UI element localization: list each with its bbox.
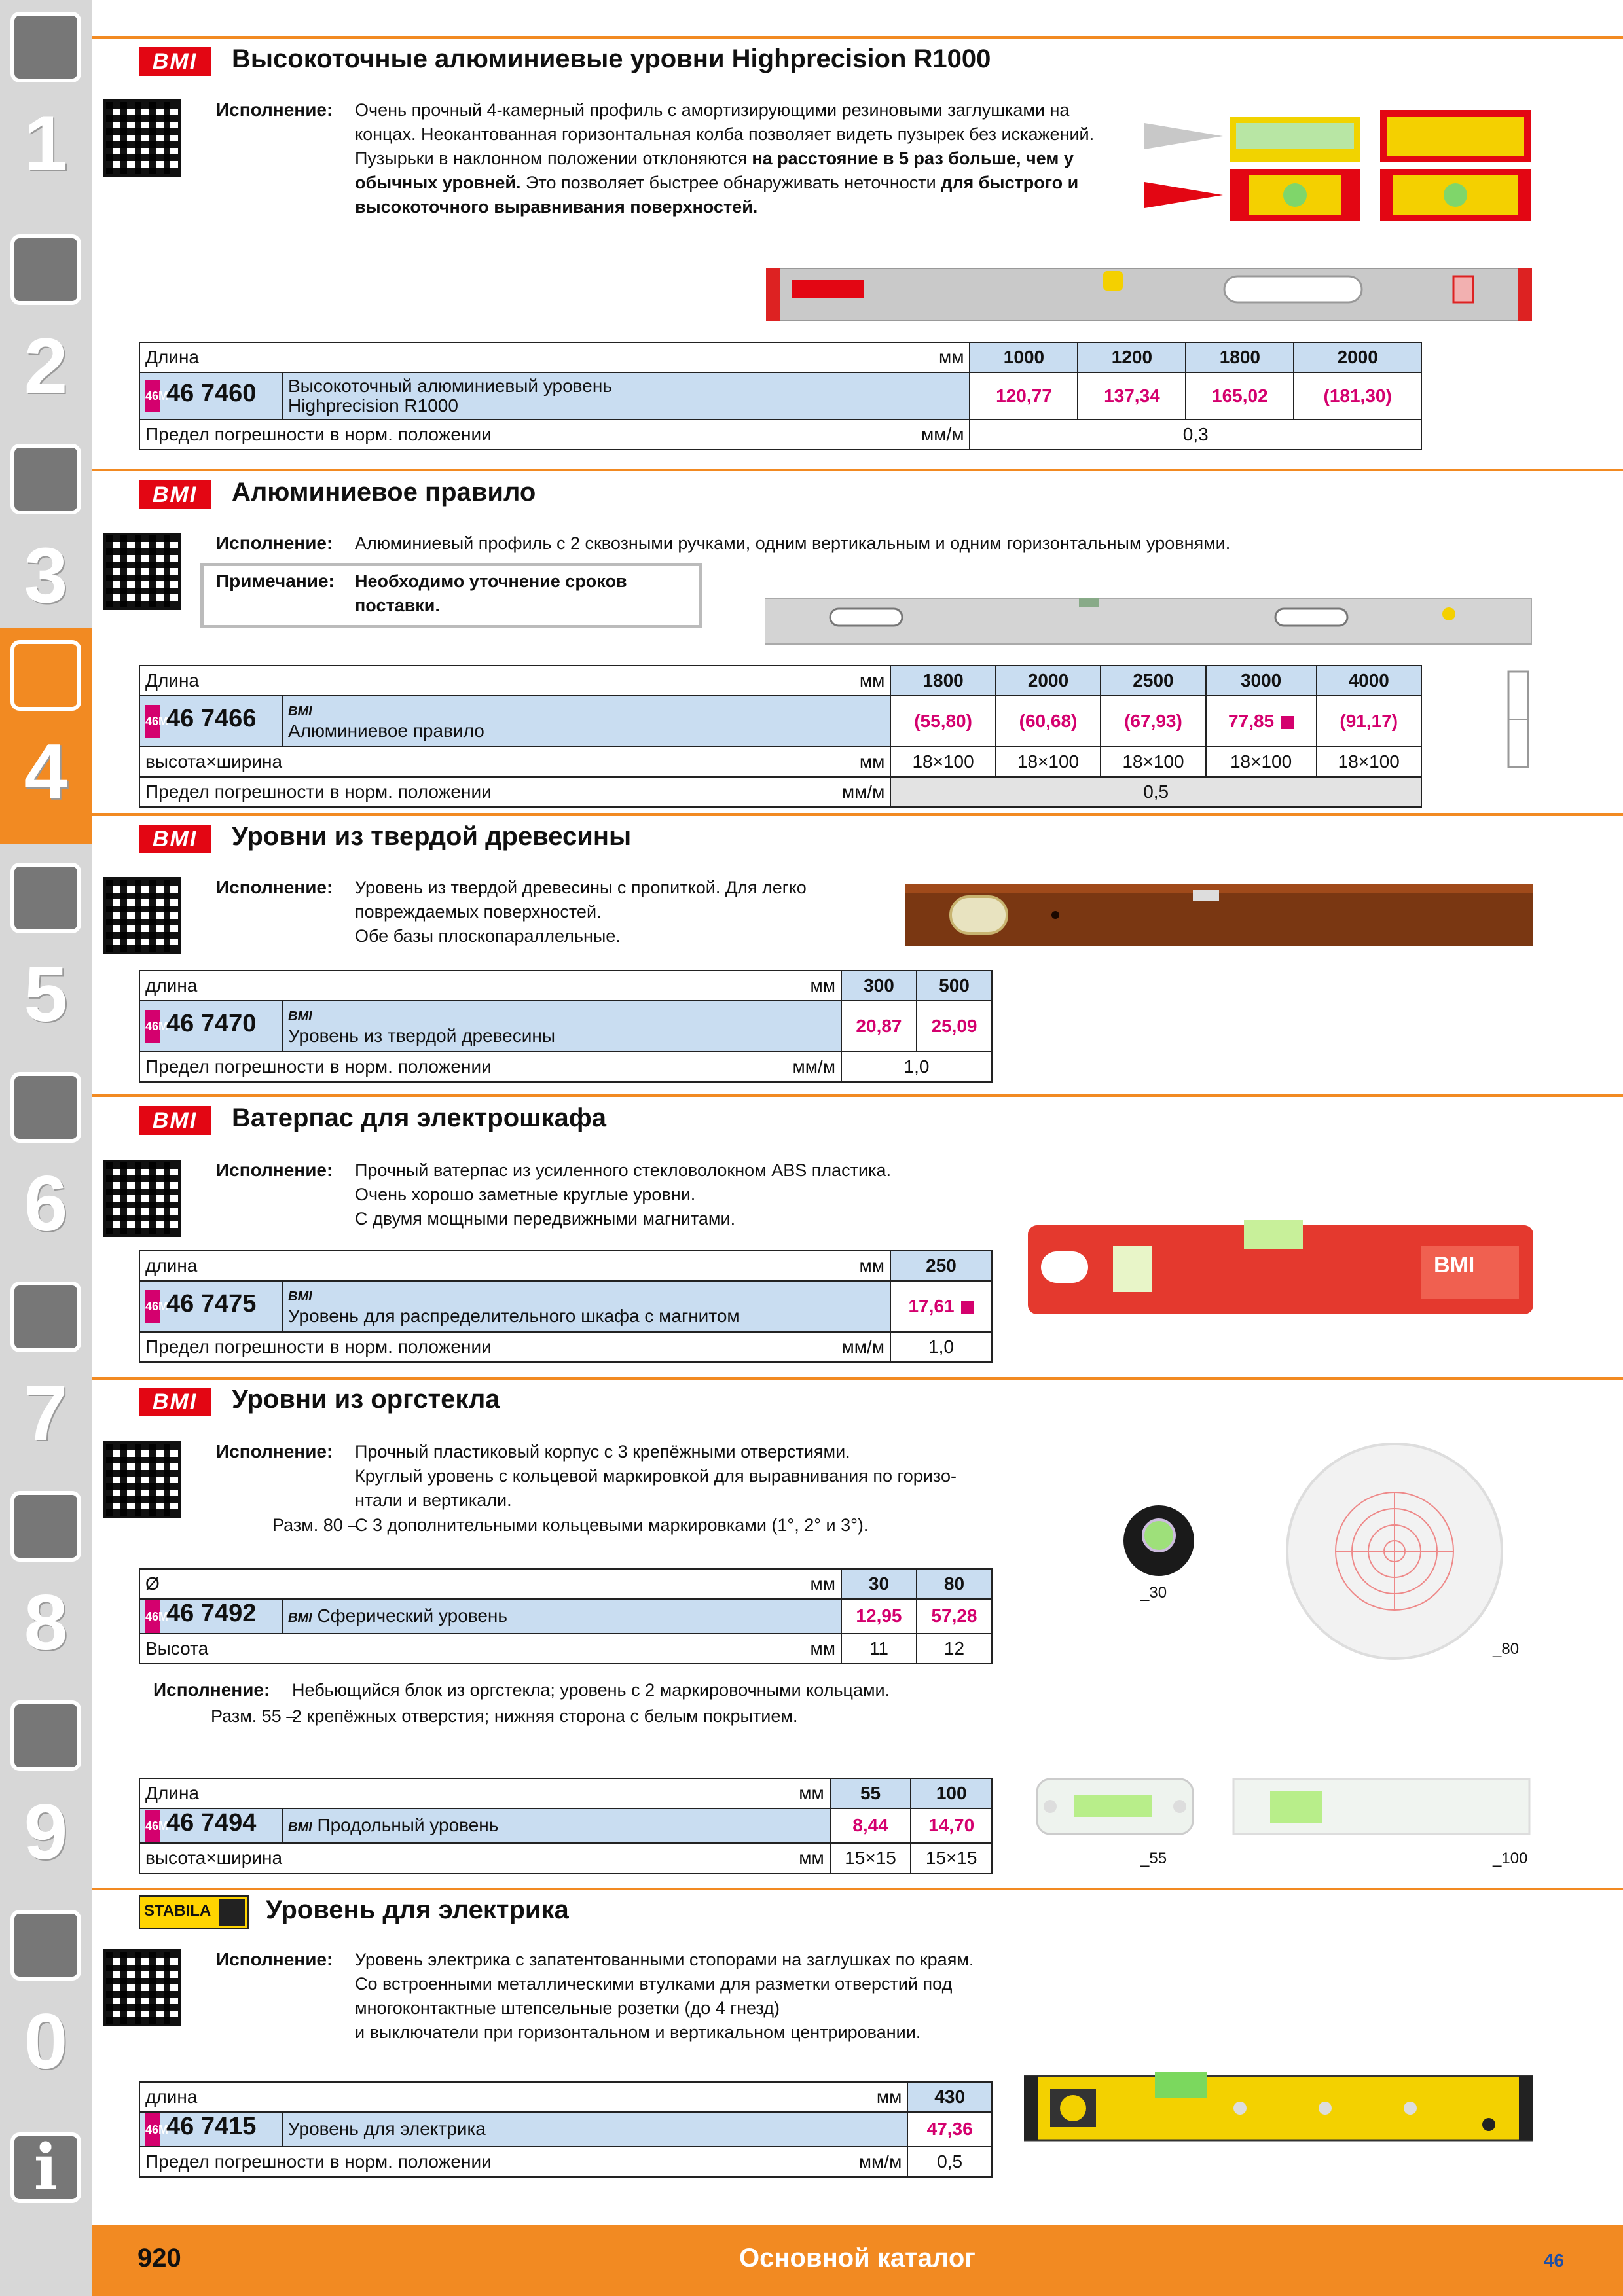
tab-number: 6 (24, 1160, 68, 1247)
price-cell: (181,30) (1294, 372, 1421, 420)
size-header: 300 (841, 971, 917, 1001)
execution-label: Исполнение: (216, 1160, 333, 1180)
section-title: Ватерпас для электрошкафа (232, 1103, 606, 1132)
size-header: 2000 (1294, 342, 1421, 372)
size-header: 4000 (1317, 666, 1422, 696)
qr-code-icon[interactable] (103, 1441, 181, 1518)
price-cell: 57,28 (917, 1599, 992, 1634)
order-code[interactable]: 46 7470 (166, 1009, 257, 1037)
error-label: Предел погрешности в норм. положении (145, 2151, 492, 2172)
tab-number: 8 (24, 1579, 68, 1666)
section-divider (92, 1377, 1623, 1380)
code-prefix: 46M (145, 1290, 160, 1323)
order-code[interactable]: 46 7475 (166, 1289, 257, 1318)
caliper-icon (10, 640, 81, 711)
section-tab-8[interactable] (0, 1479, 92, 1689)
size-note-text: С 3 дополнительными кольцевыми маркировками (1°, 2° и 3°). (355, 1515, 869, 1535)
product-name: Высокоточный алюминиевый уровень (288, 376, 612, 396)
stabila-logo: STABILA (139, 1895, 249, 1929)
product-description: Прочный пластиковый корпус с 3 крепёжными отверстиями. Круглый уровень с кольцевой маркировкой для выравнивания по горизо- нтали и вертикали. (355, 1442, 957, 1510)
cabinet-level-image (1028, 1220, 1533, 1318)
section-title: Алюминиевое правило (232, 478, 536, 507)
saw-blade-icon (10, 863, 81, 933)
error-value: 1,0 (890, 1332, 992, 1362)
electrician-level-image (1024, 2072, 1533, 2144)
error-value: 0,5 (890, 777, 1421, 807)
qr-code-icon[interactable] (103, 1160, 181, 1237)
spec-table (139, 1250, 993, 1363)
unit-label: мм (810, 1638, 835, 1659)
order-code[interactable]: 46 7415 (166, 2113, 257, 2140)
product-description: Небьющийся блок из оргстекла; уровень с 2 маркировочными кольцами. (292, 1680, 890, 1700)
svg-text:BMI: BMI (1434, 1253, 1475, 1278)
product-name: Highprecision R1000 (288, 395, 458, 416)
length-label: Длина (145, 347, 199, 367)
bmi-mini-logo: BMI (288, 704, 312, 719)
bmi-logo: BMI (139, 825, 211, 853)
image-caption: _30 (1140, 1584, 1167, 1602)
bmi-mini-logo: BMI (288, 1611, 312, 1626)
execution-label: Исполнение: (216, 1441, 333, 1462)
dimension-cell: 15×15 (911, 1843, 992, 1873)
price-cell: 14,70 (911, 1808, 992, 1843)
size-header: 250 (890, 1251, 992, 1281)
tool-holder-icon (10, 444, 81, 514)
unit-label: мм/м (841, 781, 885, 802)
wooden-level-image (905, 884, 1533, 946)
error-value: 0,5 (907, 2147, 992, 2177)
section-sidebar (0, 0, 92, 2296)
price-cell: 165,02 (1186, 372, 1294, 420)
wrench-icon (10, 1072, 81, 1143)
product-description: Прочный ватерпас из усиленного стекловолокном ABS пластика. Очень хорошо заметные круглые уровни. С двумя мощными передвижными магнитами. (355, 1160, 892, 1229)
tubular-level-55-image (1034, 1775, 1195, 1838)
dimension-cell: 18×100 (1101, 747, 1205, 777)
section-title: Уровень для электрика (266, 1895, 569, 1924)
length-label: Длина (145, 670, 199, 691)
spec-table (139, 970, 993, 1083)
tab-number: 4 (24, 728, 68, 816)
price-cell: 12,95 (841, 1599, 917, 1634)
execution-label: Исполнение: (153, 1679, 270, 1700)
price-cell: 20,87 (841, 1001, 917, 1052)
size-header: 430 (907, 2082, 992, 2112)
info-glyph: i (33, 2130, 58, 2204)
catalog-title: Основной каталог (739, 2244, 976, 2272)
size-header: 100 (911, 1778, 992, 1808)
bmi-logo: BMI (139, 47, 211, 76)
image-caption: _55 (1140, 1850, 1167, 1867)
toolcase-icon (10, 1491, 81, 1562)
price-cell: (60,68) (996, 696, 1101, 747)
diameter-label: Ø (145, 1573, 160, 1594)
section-divider (92, 1094, 1623, 1097)
size-note-label: Разм. 80 – (272, 1515, 358, 1535)
tab-number: 7 (24, 1369, 68, 1457)
pliers-icon (10, 1282, 81, 1352)
bmi-logo: BMI (139, 1106, 211, 1135)
price-cell: 120,77 (970, 372, 1078, 420)
section-title: Уровни из оргстекла (232, 1385, 500, 1414)
cabinet-icon (10, 1700, 81, 1771)
product-name: Продольный уровень (317, 1815, 499, 1836)
order-code[interactable]: 46 7460 (166, 379, 257, 407)
page-footer (92, 2225, 1623, 2296)
height-label: Высота (145, 1638, 209, 1659)
size-header: 2500 (1101, 666, 1205, 696)
section-tab-5[interactable] (0, 851, 92, 1060)
round-level-80-image (1283, 1440, 1506, 1662)
code-prefix: 46M (145, 705, 160, 738)
unit-label: мм (859, 751, 885, 772)
note-label: Примечание: (216, 571, 335, 591)
code-prefix: 46M (145, 1600, 160, 1633)
code-prefix: 46M (145, 380, 160, 412)
error-value: 0,3 (970, 420, 1421, 450)
bmi-mini-logo: BMI (288, 1009, 312, 1024)
execution-label: Исполнение: (216, 877, 333, 897)
tab-number: 2 (24, 322, 68, 410)
price-cell: 47,36 (907, 2112, 992, 2147)
price-cell: (67,93) (1101, 696, 1205, 747)
product-description: Уровень из твердой древесины с пропиткой. Для легко повреждаемых поверхностей. Обе базы плоскопараллельные. (355, 878, 807, 946)
dimension-cell: 18×100 (996, 747, 1101, 777)
execution-label: Исполнение: (216, 533, 333, 553)
spec-table (139, 1778, 993, 1874)
section-tab-0[interactable] (0, 1898, 92, 2108)
size-header: 1000 (970, 342, 1078, 372)
dimension-label: высота×ширина (145, 1847, 283, 1868)
tab-number: 0 (24, 1998, 68, 2085)
dimension-label: высота×ширина (145, 751, 283, 772)
length-label: длина (145, 975, 198, 996)
error-value: 1,0 (841, 1052, 992, 1082)
size-header: 1800 (1186, 342, 1294, 372)
price-cell: 8,44 (830, 1808, 911, 1843)
price-cell: 137,34 (1078, 372, 1186, 420)
product-name: Уровень из твердой древесины (288, 1026, 555, 1046)
size-header: 500 (917, 971, 992, 1001)
unit-label: мм (859, 670, 885, 691)
qr-code-icon[interactable] (103, 99, 181, 177)
size-header: 1200 (1078, 342, 1186, 372)
unit-label: мм (810, 1573, 835, 1594)
execution-label: Исполнение: (216, 99, 333, 120)
price-cell: (55,80) (890, 696, 995, 747)
product-description: Алюминиевый профиль с 2 сквозными ручками, одним вертикальным и одним горизонтальным уровнями. (355, 533, 1231, 553)
error-label: Предел погрешности в норм. положении (145, 781, 492, 802)
order-code[interactable]: 46 7494 (166, 1809, 257, 1837)
aluminium-level-image (766, 262, 1532, 327)
unit-label: мм/м (841, 1336, 884, 1357)
order-code[interactable]: 46 7492 (166, 1600, 257, 1627)
unit-label: мм/м (921, 424, 964, 444)
dimension-cell: 18×100 (890, 747, 995, 777)
unit-label: мм (810, 975, 835, 996)
dimension-cell: 18×100 (1206, 747, 1317, 777)
length-label: Длина (145, 1783, 199, 1803)
round-level-30-image (1113, 1495, 1205, 1587)
section-tab-9[interactable] (0, 1689, 92, 1898)
size-header: 80 (917, 1569, 992, 1599)
safety-goggles-icon (10, 1910, 81, 1981)
size-header: 2000 (996, 666, 1101, 696)
size-header: 1800 (890, 666, 995, 696)
size-header: 3000 (1206, 666, 1317, 696)
unit-label: мм (938, 347, 964, 367)
height-cell: 11 (841, 1634, 917, 1664)
size-header: 55 (830, 1778, 911, 1808)
level-vial-detail-image (1144, 110, 1531, 228)
price-cell: (91,17) (1317, 696, 1422, 747)
execution-label: Исполнение: (216, 1949, 333, 1969)
section-divider (92, 813, 1623, 816)
error-label: Предел погрешности в норм. положении (145, 1056, 492, 1077)
section-tab-6[interactable] (0, 1060, 92, 1270)
height-cell: 12 (917, 1634, 992, 1664)
qr-code-icon[interactable] (103, 877, 181, 954)
unit-label: мм (799, 1783, 824, 1803)
length-label: длина (145, 1255, 198, 1276)
profile-crosssection-image (1507, 670, 1529, 768)
section-divider (92, 36, 1623, 39)
section-divider (92, 1888, 1623, 1890)
order-code[interactable]: 46 7466 (166, 704, 257, 732)
dimension-cell: 15×15 (830, 1843, 911, 1873)
cutting-insert-icon (10, 234, 81, 305)
section-tab-2[interactable] (0, 223, 92, 432)
tab-number: 3 (24, 531, 68, 619)
image-caption: _100 (1493, 1850, 1528, 1867)
unit-label: мм (859, 1255, 884, 1276)
unit-label: мм (876, 2087, 902, 2107)
note-text: Необходимо уточнение сроков поставки. (355, 571, 627, 615)
error-label: Предел погрешности в норм. положении (145, 424, 492, 444)
code-prefix: 46M (145, 1810, 160, 1842)
size-note-label: Разм. 55 – (211, 1706, 297, 1726)
unit-label: мм (799, 1847, 824, 1868)
code-prefix: 46M (145, 1010, 160, 1043)
size-note-text: 2 крепёжных отверстия; нижняя сторона с белым покрытием. (292, 1706, 798, 1726)
qr-code-icon[interactable] (103, 1949, 181, 2026)
length-label: длина (145, 2087, 198, 2107)
spec-table (139, 665, 1422, 808)
availability-marker (961, 1301, 974, 1314)
unit-label: мм/м (792, 1056, 835, 1077)
tab-number: 5 (24, 950, 68, 1038)
product-description: Уровень электрика с запатентованными стопорами на заглушках по краям. Со встроенными металлическими втулками для разметки отверстий под многоконтактные штепсельные розетки (до 4 гнезд) и выключатели при горизонтальном и вертикальном центрировании. (355, 1950, 974, 2042)
drill-bit-icon (10, 12, 81, 82)
bmi-mini-logo: BMI (288, 1289, 312, 1304)
tab-number: 9 (24, 1788, 68, 1876)
section-tab-info[interactable] (0, 2121, 92, 2219)
section-tab-4[interactable] (0, 628, 92, 844)
price-cell: 25,09 (917, 1001, 992, 1052)
section-tab-7[interactable] (0, 1270, 92, 1479)
section-tab-3[interactable] (0, 432, 92, 641)
tubular-level-100-image (1231, 1775, 1532, 1838)
price-cell: 77,85 (1206, 696, 1317, 747)
section-number: 46 (1543, 2250, 1564, 2270)
spec-table (139, 2081, 993, 2178)
qr-code-icon[interactable] (103, 533, 181, 610)
section-tab-1[interactable] (0, 0, 92, 209)
bmi-mini-logo: BMI (288, 1820, 312, 1835)
code-prefix: 46M (145, 2113, 160, 2146)
section-divider (92, 469, 1623, 471)
product-name: Сферический уровень (317, 1605, 507, 1626)
image-caption: _80 (1493, 1640, 1520, 1658)
page-number: 920 (137, 2244, 181, 2272)
availability-marker (1281, 716, 1294, 729)
size-header: 30 (841, 1569, 917, 1599)
product-name: Уровень для электрика (288, 2119, 486, 2140)
spec-table (139, 1568, 993, 1664)
section-title: Высокоточные алюминиевые уровни Highprecision R1000 (232, 45, 991, 73)
bmi-logo: BMI (139, 1388, 211, 1416)
bmi-logo: BMI (139, 480, 211, 509)
aluminium-straightedge-image (765, 594, 1532, 648)
tab-number: 1 (24, 99, 68, 187)
dimension-cell: 18×100 (1317, 747, 1422, 777)
unit-label: мм/м (858, 2151, 902, 2172)
error-label: Предел погрешности в норм. положении (145, 1336, 492, 1357)
product-description: Очень прочный 4-камерный профиль с амортизирующими резиновыми заглушками на концах. Неокантованная горизонтальная колба позволяет видеть пузырек без искажений. Пузырьки в наклонном положении отклоняются на расстояние в 5 раз больше, чем у обычных уровней. Это позволяет быстрее обнаруживать неточности для быстрого и высокоточного выравнивания поверхностей. (355, 100, 1095, 217)
price-cell: 17,61 (890, 1281, 992, 1332)
spec-table (139, 342, 1422, 450)
product-name: Алюминиевое правило (288, 721, 484, 741)
product-name: Уровень для распределительного шкафа с магнитом (288, 1306, 740, 1326)
section-title: Уровни из твердой древесины (232, 822, 632, 851)
